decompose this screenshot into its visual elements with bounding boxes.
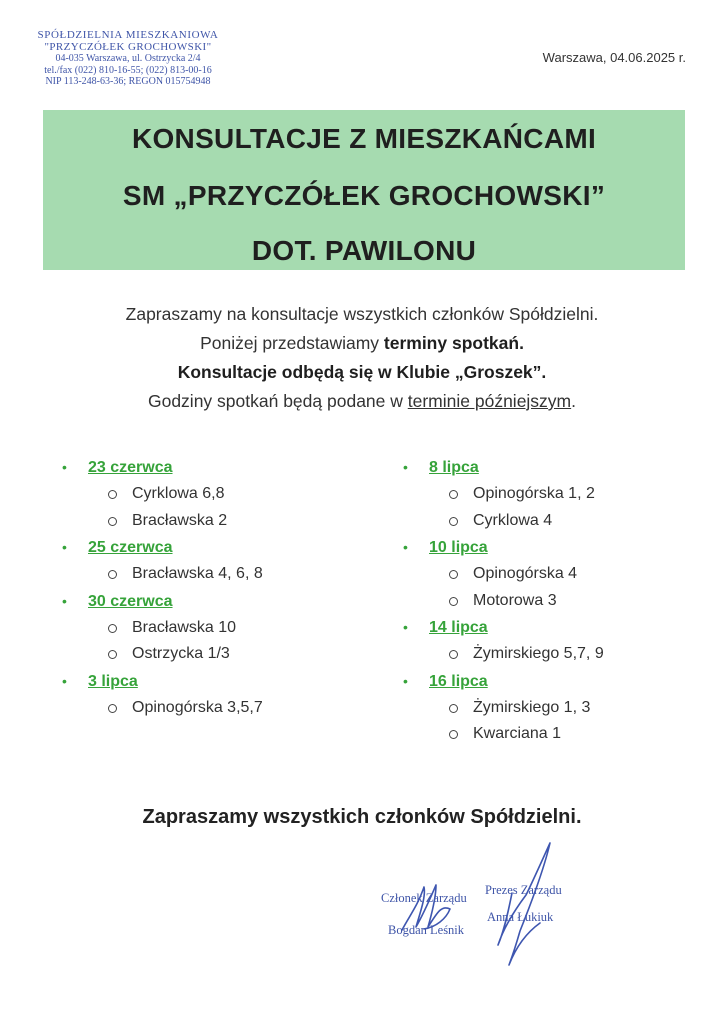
signature-president-scrawl — [498, 843, 550, 965]
schedule-address-item — [403, 508, 703, 535]
stamp-line-2: "PRZYCZÓŁEK GROCHOWSKI" — [44, 40, 212, 53]
schedule-date-item — [403, 614, 703, 641]
schedule-date-item — [403, 668, 703, 695]
address-label: Opinogórska 1, 2 — [473, 485, 595, 502]
address-label: Bracławska 4, 6, 8 — [132, 565, 263, 582]
schedule-address-item — [403, 561, 703, 588]
schedule-address-item — [62, 695, 362, 722]
circle-bullet-icon — [108, 570, 117, 579]
schedule-date-item — [62, 534, 362, 561]
intro-line-3-bold: Konsultacje odbędą się w Klubie „Groszek”. — [177, 362, 547, 382]
schedule-date-item — [403, 454, 703, 481]
document-date: Warszawa, 04.06.2025 r. — [542, 50, 686, 65]
circle-bullet-icon — [449, 517, 458, 526]
schedule-date-item — [62, 668, 362, 695]
schedule-address-item — [403, 721, 703, 748]
circle-bullet-icon — [449, 490, 458, 499]
meeting-date: 23 czerwca — [88, 459, 173, 476]
intro-line-2-prefix: Poniżej przedstawiamy — [200, 333, 384, 353]
address-label: Bracławska 10 — [132, 618, 237, 636]
intro-text — [0, 300, 724, 416]
schedule-left-column — [62, 454, 362, 721]
schedule-date-item — [403, 534, 703, 561]
title-line-1: KONSULTACJE Z MIESZKAŃCAMI — [131, 123, 597, 154]
address-label: Cyrklowa 4 — [473, 511, 553, 529]
address-label: Żymirskiego 1, 3 — [473, 698, 591, 716]
circle-bullet-icon — [449, 597, 458, 606]
schedule-address-item — [62, 561, 362, 588]
address-label: Cyrklowa 6,8 — [132, 485, 225, 502]
meeting-date: 3 lipca — [88, 672, 138, 690]
meeting-date: 10 lipca — [429, 539, 488, 556]
schedule-address-item — [403, 641, 703, 668]
circle-bullet-icon — [108, 704, 117, 713]
schedule-address-item — [403, 695, 703, 722]
address-label: Motorowa 3 — [473, 591, 557, 609]
circle-bullet-icon — [449, 730, 458, 739]
intro-line-4-suffix: . — [571, 391, 577, 411]
schedule-address-item — [62, 641, 362, 668]
president-title: Prezes Zarządu — [485, 883, 562, 897]
stamp-line-3: 04-035 Warszawa, ul. Ostrzycka 2/4 — [55, 53, 201, 64]
bullet-icon: • — [62, 592, 67, 609]
schedule-address-item — [62, 508, 362, 535]
schedule-date-item — [62, 454, 362, 481]
meeting-date: 25 czerwca — [88, 539, 173, 556]
schedule-address-item — [403, 481, 703, 508]
circle-bullet-icon — [449, 650, 458, 659]
bullet-icon: • — [403, 619, 408, 635]
address-label: Ostrzycka 1/3 — [132, 645, 230, 662]
schedule-address-item — [403, 588, 703, 615]
meeting-date: 8 lipca — [429, 459, 479, 476]
address-label: Żymirskiego 5,7, 9 — [473, 645, 604, 662]
intro-line-2-bold: terminy spotkań. — [383, 333, 524, 353]
signature-member-scrawl — [402, 885, 450, 930]
address-label: Kwarciana 1 — [473, 725, 562, 742]
circle-bullet-icon — [108, 517, 117, 526]
meeting-date: 16 lipca — [429, 672, 488, 690]
intro-line-2 — [0, 329, 724, 358]
cooperative-stamp — [28, 30, 228, 88]
title-line-2: SM „PRZYCZÓŁEK GROCHOWSKI” — [122, 180, 606, 211]
circle-bullet-icon — [449, 570, 458, 579]
stamp-line-1: SPÓŁDZIELNIA MIESZKANIOWA — [37, 29, 219, 41]
stamp-line-4: tel./fax (022) 810-16-55; (022) 813-00-16 — [44, 64, 212, 76]
president-name: Anna Łukiuk — [487, 910, 554, 924]
stamp-line-5: NIP 113-248-63-36; REGON 015754948 — [45, 76, 211, 87]
meeting-date: 30 czerwca — [88, 592, 173, 610]
closing-text: Zapraszamy wszystkich członków Spółdzielni. — [142, 806, 582, 828]
bullet-icon: • — [403, 539, 408, 555]
intro-line-1: Zapraszamy na konsultacje wszystkich członków Spółdzielni. — [125, 304, 599, 324]
circle-bullet-icon — [449, 704, 458, 713]
schedule-right-column — [403, 454, 703, 748]
bullet-icon: • — [403, 459, 408, 475]
bullet-icon: • — [403, 672, 408, 689]
intro-line-3 — [0, 358, 724, 387]
meeting-date: 14 lipca — [429, 619, 488, 636]
circle-bullet-icon — [108, 624, 117, 633]
member-name: Bogdan Leśnik — [388, 923, 465, 937]
address-label: Opinogórska 4 — [473, 565, 578, 582]
circle-bullet-icon — [108, 490, 117, 499]
title-banner — [43, 110, 685, 270]
bullet-icon: • — [62, 672, 67, 689]
member-title: Członek Zarządu — [381, 891, 467, 905]
title-line-3: DOT. PAWILONU — [251, 235, 477, 266]
schedule-address-item — [62, 481, 362, 508]
bullet-icon: • — [62, 539, 67, 555]
intro-line-4 — [0, 387, 724, 416]
schedule-address-item — [62, 615, 362, 642]
intro-line-4-prefix: Godziny spotkań będą podane w — [147, 391, 408, 411]
intro-line-4-underlined: terminie późniejszym — [407, 391, 572, 411]
bullet-icon: • — [62, 459, 67, 475]
handwritten-signatures — [380, 835, 580, 975]
circle-bullet-icon — [108, 650, 117, 659]
schedule-date-item — [62, 588, 362, 615]
address-label: Opinogórska 3,5,7 — [132, 698, 263, 716]
address-label: Bracławska 2 — [132, 511, 228, 529]
